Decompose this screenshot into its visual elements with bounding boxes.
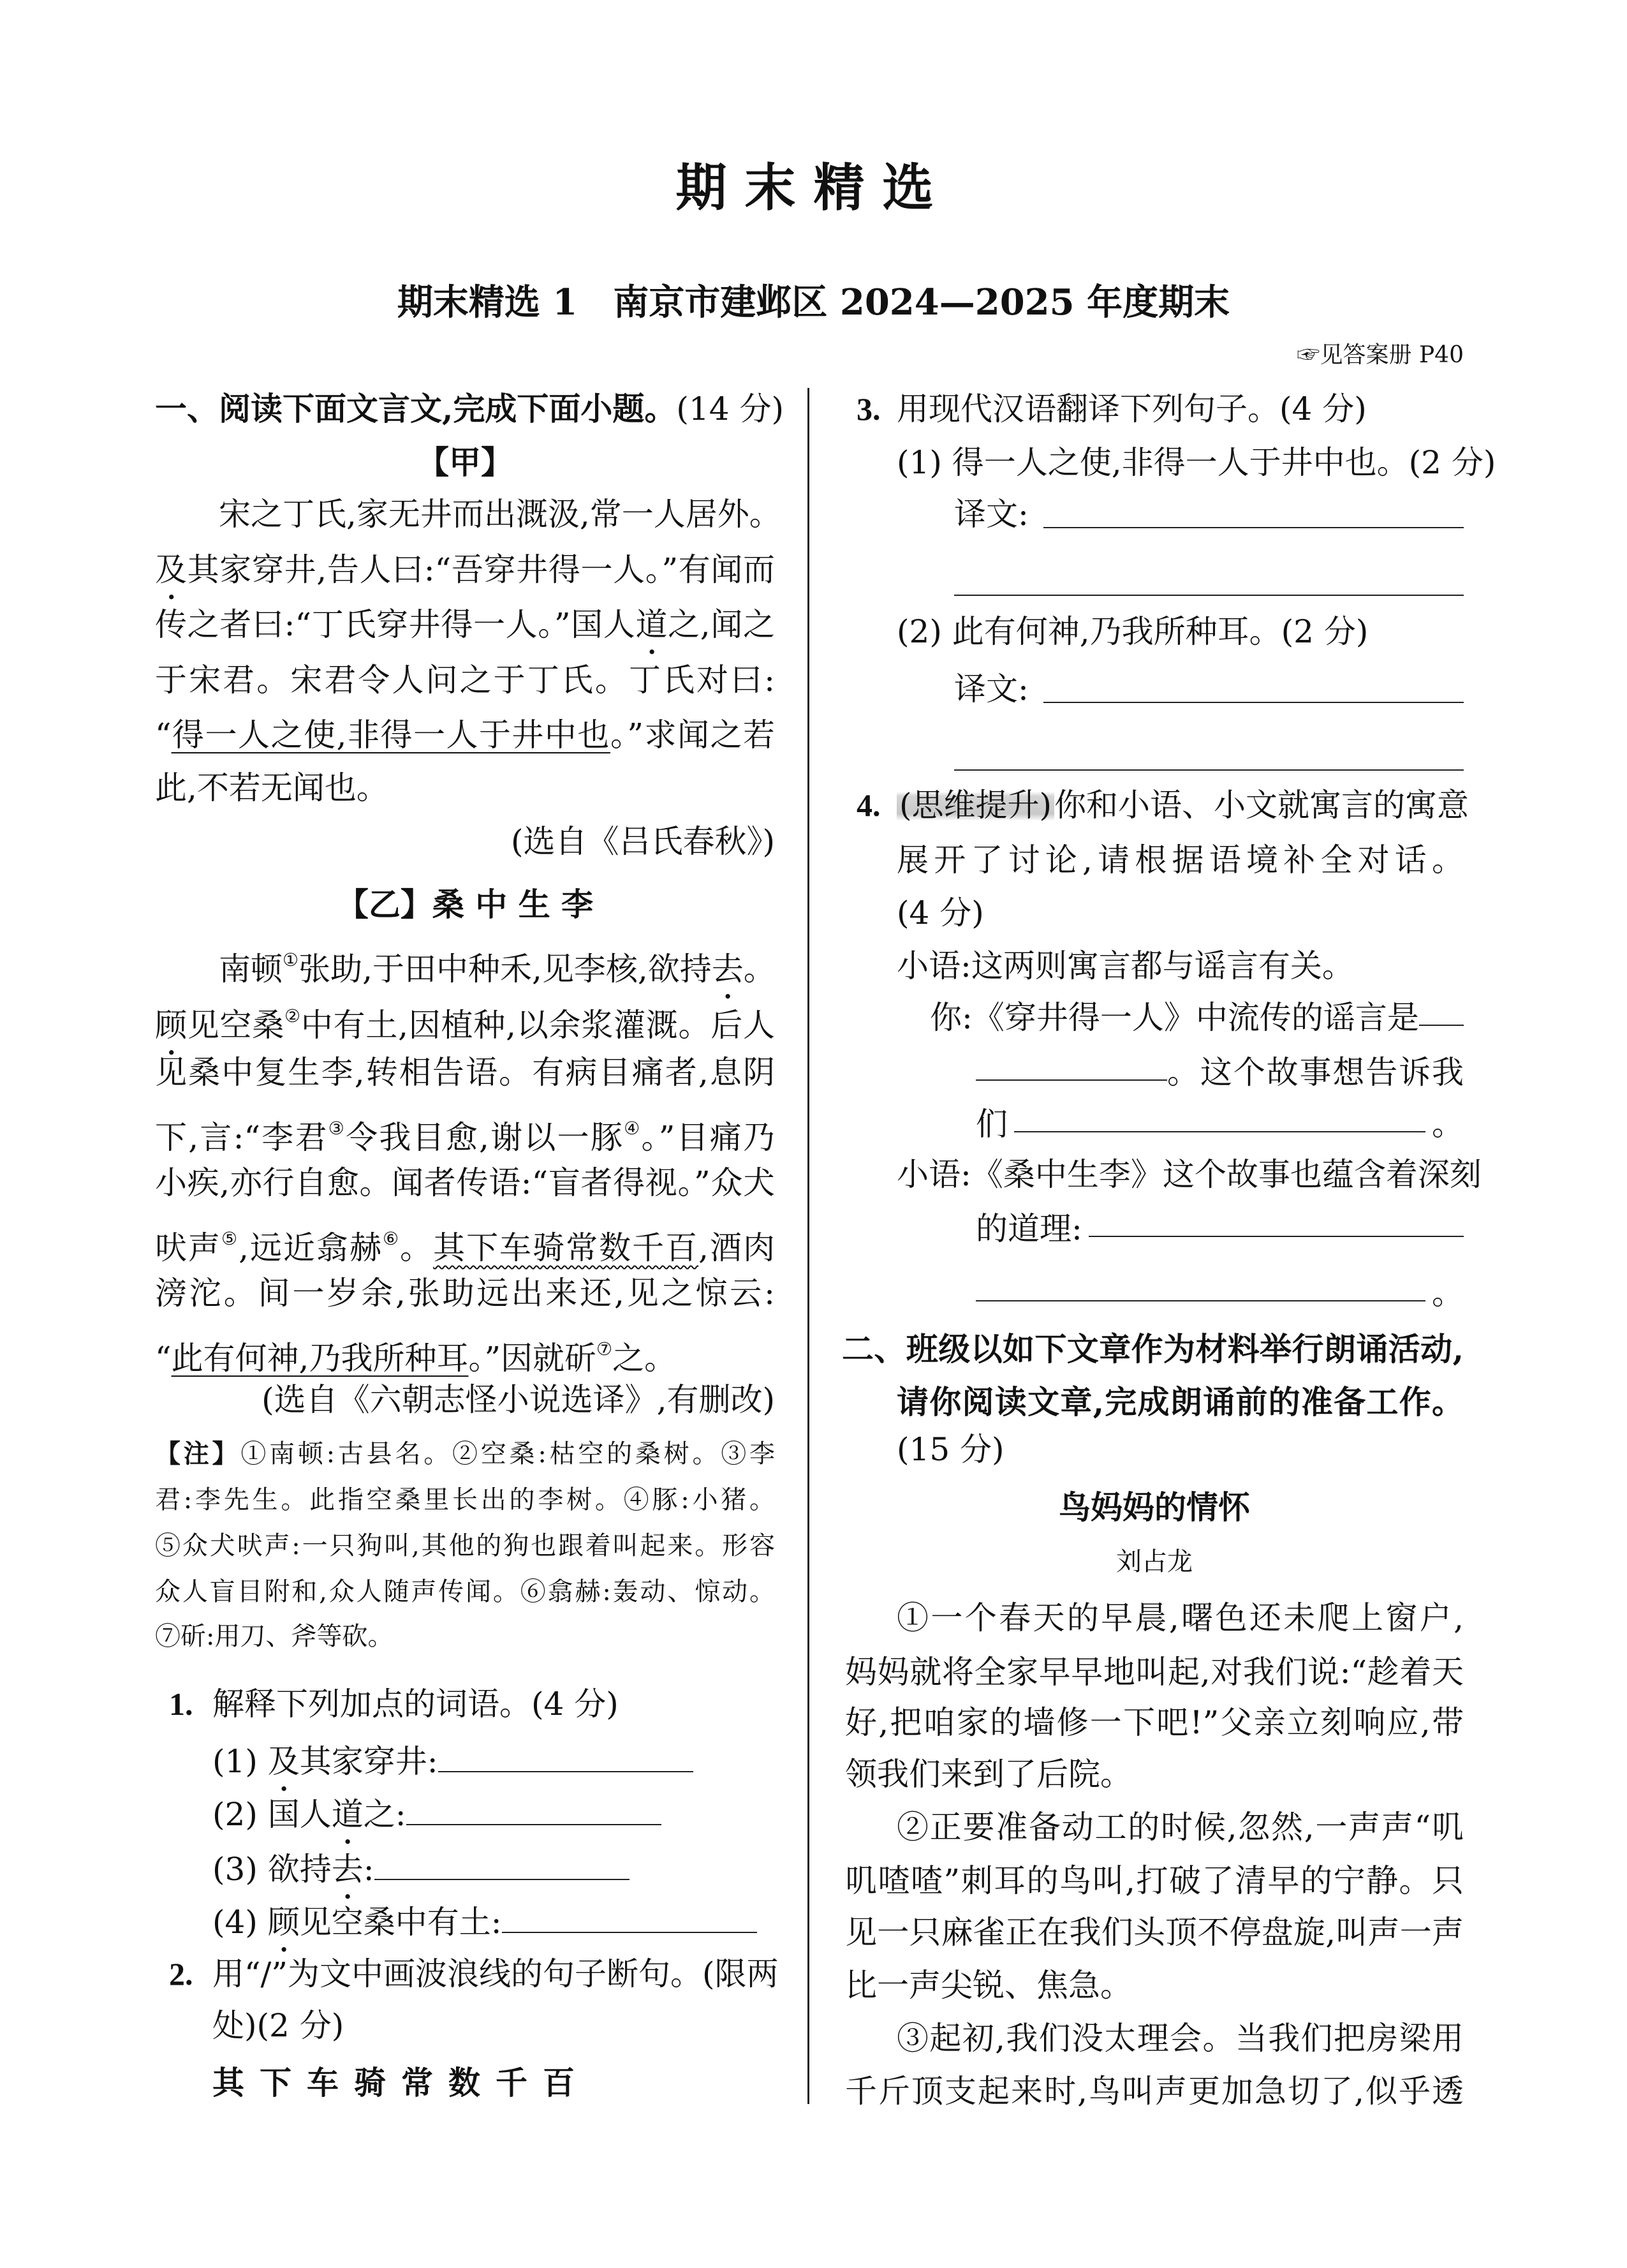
question-3-number: 3. [857,391,881,427]
answer-blank[interactable] [1419,995,1464,1026]
question-1-number: 1. [169,1686,193,1722]
article-line: 比一声尖锐、焦急。 [845,1967,1132,2004]
footnote-marker: ④ [624,1118,642,1139]
dialogue-text: 。这个故事想告诉我 [1167,1054,1464,1091]
article-line: ③起初,我们没太理会。当我们把房梁用 [897,2020,1464,2057]
article-author: 刘占龙 [1116,1547,1193,1576]
text: 下,言:“李君 [155,1119,328,1156]
article-line: ②正要准备动工的时候,忽然,一声声“叽 [897,1809,1464,1846]
text: 滂沱。间一岁余,张助远出来还,见之惊云: [155,1275,775,1312]
jia-line [155,713,775,757]
footnote-marker: ② [284,1005,301,1027]
article-line: ①一个春天的早晨,曙色还未爬上窗户, [897,1599,1464,1636]
answer-line[interactable] [954,595,1464,596]
column-divider [807,388,809,2104]
exam-subtitle: 期末精选 1 南京市建邺区 2024—2025 年度期末 [397,281,1230,323]
text: 中有土,因植种,以余浆灌溉。后人 [300,1007,775,1044]
answer-line[interactable] [1043,702,1464,703]
dialogue-line [976,1206,1464,1251]
answer-reference: ☞见答案册 P40 [1297,342,1464,368]
dotted-word: 顾 [267,1904,300,1941]
question-1-item-3[interactable] [212,1847,629,1892]
text: 见空桑中有土: [299,1904,502,1941]
text: 一、阅读下面文言文,完成下面小题。 [155,390,677,427]
footnote-marker: ⑥ [383,1228,401,1249]
section-2-score: (15 分) [897,1431,1005,1468]
dotted-word: 及 [267,1743,300,1780]
text: 见空桑 [187,1007,285,1044]
text: ,远近翕赫 [239,1229,383,1266]
text: 之,闻之 [668,606,775,643]
answer-blank[interactable] [438,1742,693,1772]
note-line [155,1436,775,1472]
underlined-sentence: 得一人之使,非得一人于井中也 [171,716,610,753]
dotted-word: 去 [711,951,744,988]
yi-line [155,994,775,1044]
article-title: 鸟妈妈的情怀 [1059,1489,1250,1526]
yi-line [155,1327,775,1377]
jia-line [155,658,775,702]
answer-blank[interactable] [406,1795,661,1825]
question-2-text-cont: 处)(2 分) [212,2007,344,2044]
question-1-text: 解释下列加点的词语。(4 分) [212,1686,619,1723]
text: 。 [743,951,776,988]
passage-jia-label: 【甲】 [417,444,513,481]
question-1-item-4[interactable] [212,1900,757,1945]
text: 。 [400,1229,434,1266]
note-line [155,1528,775,1564]
jia-line [219,492,781,537]
text: 小疾,亦行自愈。闻者传语:“盲者得视。”众犬 [155,1164,775,1201]
question-4-text-1: 你和小语、小文就寓言的寓意 [1054,787,1469,824]
text: 此,不若无闻也。 [155,769,388,806]
article-line: 见一只麻雀正在我们头顶不停盘旋,叫声一声 [845,1914,1464,1951]
text: (1) [212,1743,268,1780]
dotted-word: 道 [635,606,668,643]
yi-line [219,938,776,988]
text: 张助,于田中种禾,见李核,欲持 [298,951,712,988]
text: ⑤众犬吠声:一只狗叫,其他的狗也跟着叫起来。形容 [155,1531,775,1560]
text: 其家穿井: [299,1743,438,1780]
dialogue-text: 们 [976,1106,1008,1143]
text: ,酒肉 [698,1229,775,1266]
article-line: 千斤顶支起来时,鸟叫声更加急切了,似乎透 [845,2073,1464,2110]
footnote-marker: ① [283,949,299,970]
text: 南顿 [219,951,283,988]
yi-line [155,1050,775,1095]
dialogue-line: 小语:这两则寓言都与谣言有关。 [897,947,1354,984]
section-2-heading-cont: 请你阅读文章,完成朗诵前的准备工作。 [897,1383,1464,1421]
dialogue-line: 小语:《桑中生李》这个故事也蕴含着深刻 [897,1156,1482,1193]
jia-line [155,602,775,647]
text: 令我目愈,谢以一豚 [346,1119,624,1156]
section-1-heading [155,387,784,431]
text: 。”求闻之若 [610,716,775,753]
dialogue-line [976,1102,1464,1146]
text: 宋之丁氏,家无井而出溉汲,常一人居外。 [219,496,781,533]
text: 传之者曰:“丁氏穿井得一人。”国人 [155,606,636,643]
question-1-item-1[interactable] [212,1739,693,1784]
answer-line[interactable] [954,769,1464,771]
footnote-marker: ⑦ [596,1338,613,1360]
answer-blank[interactable] [1014,1102,1425,1132]
answer-blank[interactable] [976,1050,1167,1081]
footnote-marker: ⑤ [221,1228,239,1249]
article-line: 叽喳喳”刺耳的鸟叫,打破了清早的宁静。只 [845,1862,1464,1899]
yi-line [155,1271,775,1316]
answer-blank[interactable] [502,1902,757,1933]
answer-blank[interactable] [374,1849,629,1880]
text: “ [155,1340,172,1377]
page-title: 期末精选 [675,158,952,218]
text: 。”因就斫 [468,1340,597,1377]
score: (14 分) [676,390,784,427]
text: ①南顿:古县名。②空桑:枯空的桑树。③李 [240,1439,776,1469]
answer-blank[interactable] [976,1271,1425,1301]
dialogue-text: 的道理: [976,1210,1082,1247]
text: 见桑中复生李,转相告语。有病目痛者,息阴 [155,1054,775,1091]
translation-label: 译文: [954,671,1029,708]
text: “ [155,716,172,753]
question-3-item-2: (2) 此有何神,乃我所种耳。(2 分) [897,613,1369,650]
passage-yi-label: 【乙】桑 中 生 李 [336,886,594,923]
period: 。 [1432,1275,1464,1312]
text: 众人盲目附和,众人随声传闻。⑥翕赫:轰动、惊动。 [155,1577,775,1606]
question-2-sentence[interactable]: 其下车骑常数千百 [212,2064,590,2101]
wavy-underlined-sentence: 其下车骑常数千百 [433,1229,699,1266]
yi-line [155,1160,775,1205]
text: 之: [363,1796,406,1833]
answer-blank[interactable] [1089,1206,1464,1237]
dialogue-line [976,1050,1464,1095]
text: (2) 国人 [212,1796,332,1833]
underlined-sentence: 此有何神,乃我所种耳 [171,1340,469,1377]
jia-source: (选自《吕氏春秋》) [510,823,775,860]
translation-label: 译文: [954,496,1029,533]
text: ⑦斫:用刀、斧等砍。 [155,1622,394,1651]
article-line: 领我们来到了后院。 [845,1756,1132,1793]
text: (3) 欲持 [212,1851,332,1888]
article-line: 好,把咱家的墙修一下吧!”父亲立刻响应,带 [845,1704,1464,1741]
question-4-text-2: 展开了讨论,请根据语境补全对话。 [897,841,1464,878]
dialogue-line [976,1271,1464,1316]
yi-source: (选自《六朝志怪小说选译》,有删改) [261,1381,775,1418]
question-3-text: 用现代汉语翻译下列句子。(4 分) [897,390,1367,427]
question-2-text: 用“/”为文中画波浪线的句子断句。(限两 [212,1955,779,1992]
article-line: 妈妈就将全家早早地叫起,对我们说:“趁着天 [845,1654,1464,1691]
text: 其家穿井,告人曰:“吾穿井得一人。”有闻而 [187,551,775,588]
question-4-score: (4 分) [897,894,984,931]
dotted-word: 道 [331,1796,364,1833]
question-1-item-2[interactable] [212,1792,661,1837]
dialogue-line [930,995,1464,1040]
answer-line[interactable] [1043,527,1464,528]
yi-line [155,1106,775,1156]
dialogue-you-text: 你:《穿井得一人》中流传的谣言是 [930,999,1419,1036]
note-label: 【注】 [155,1439,241,1469]
text: : [363,1851,374,1888]
footnote-marker: ③ [328,1118,346,1139]
note-line [155,1574,775,1610]
text: 君:李先生。此指空桑里长出的李树。④豚:小猪。 [155,1485,775,1515]
thinking-tag-badge: (思维提升) [897,783,1054,827]
question-2-number: 2. [169,1956,193,1992]
jia-line [155,547,775,592]
note-line [155,1619,775,1654]
question-3-item-1: (1) 得一人之使,非得一人于井中也。(2 分) [897,444,1496,481]
note-line [155,1482,775,1518]
jia-line [155,766,775,810]
yi-line [155,1217,775,1266]
question-4-text [897,783,1469,827]
dotted-word: 及 [155,551,188,588]
text: (4) [212,1904,268,1941]
dotted-word: 去 [331,1851,364,1888]
period: 。 [1432,1106,1464,1143]
text: 吠声 [155,1229,221,1266]
question-4-number: 4. [857,787,881,823]
section-2-heading: 二、班级以如下文章作为材料举行朗诵活动, [842,1330,1464,1368]
dotted-word: 顾 [155,1007,188,1044]
text: 。”目痛乃 [641,1119,775,1156]
text: 之。 [612,1340,677,1377]
text: 于宋君。宋君令人问之于丁氏。丁氏对曰: [155,662,775,699]
